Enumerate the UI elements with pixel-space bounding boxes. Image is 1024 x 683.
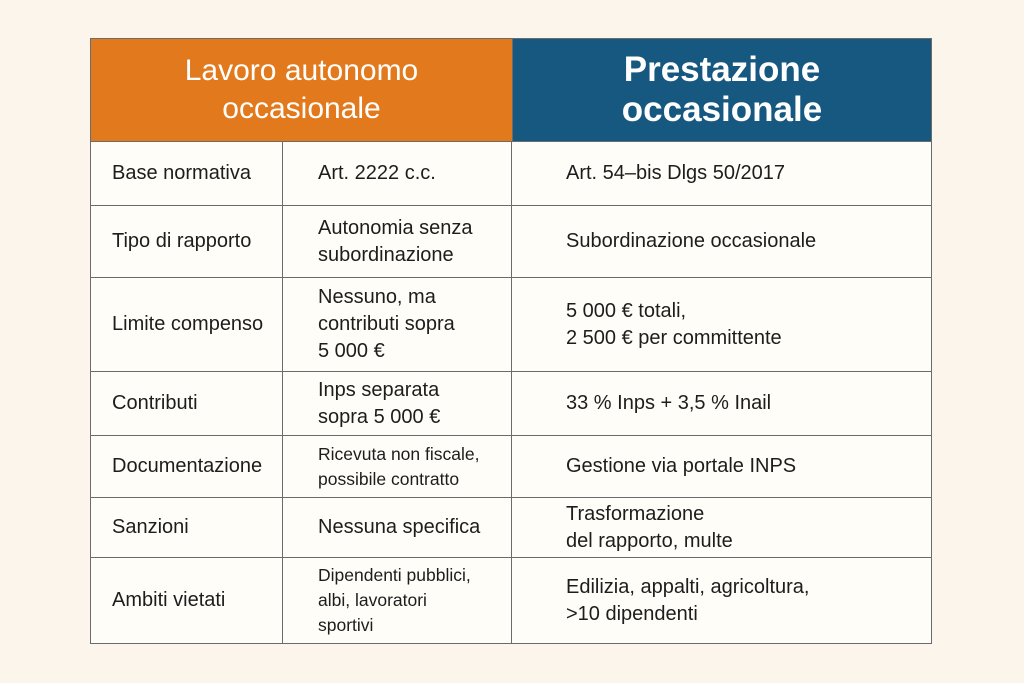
row-label: Base normativa — [91, 142, 283, 205]
table-header — [91, 39, 931, 142]
row-label: Documentazione — [91, 436, 283, 497]
row-label: Sanzioni — [91, 498, 283, 557]
row-label: Ambiti vietati — [91, 558, 283, 643]
prestazione-value: Art. 54–bis Dlgs 50/2017 — [566, 162, 786, 184]
row-label: Limite compenso — [91, 278, 283, 371]
header-prestazione-occasionale: Prestazione occasionale — [512, 39, 931, 141]
autonomo-value: Dipendenti pubblici, albi, lavoratori sportivi — [283, 558, 512, 643]
table-row — [91, 558, 931, 643]
table-row — [91, 498, 931, 558]
autonomo-value: Nessuna specifica — [283, 498, 512, 557]
table-row — [91, 372, 931, 436]
autonomo-value: Ricevuta non fiscale, possibile contratto — [283, 436, 512, 497]
table-row — [91, 142, 931, 206]
table-row — [91, 278, 931, 372]
prestazione-value: Trasformazione del rapporto, multe — [566, 502, 733, 552]
comparison-table — [90, 38, 932, 644]
prestazione-value: 5 000 € totali, 2 500 € per committente — [566, 299, 782, 349]
prestazione-value: Edilizia, appalti, agricoltura, >10 dipendenti — [566, 575, 810, 625]
autonomo-value: Autonomia senza subordinazione — [283, 206, 512, 277]
row-label: Tipo di rapporto — [91, 206, 283, 277]
prestazione-value: Gestione via portale INPS — [566, 455, 797, 477]
table-row — [91, 206, 931, 278]
header-lavoro-autonomo: Lavoro autonomo occasionale — [91, 39, 512, 141]
prestazione-value: Subordinazione occasionale — [566, 230, 817, 252]
autonomo-value: Nessuno, ma contributi sopra 5 000 € — [283, 278, 512, 371]
table-row — [91, 436, 931, 498]
autonomo-value: Inps separata sopra 5 000 € — [283, 372, 512, 435]
autonomo-value: Art. 2222 c.c. — [283, 142, 512, 205]
prestazione-value: 33 % Inps + 3,5 % Inail — [566, 392, 772, 414]
row-label: Contributi — [91, 372, 283, 435]
